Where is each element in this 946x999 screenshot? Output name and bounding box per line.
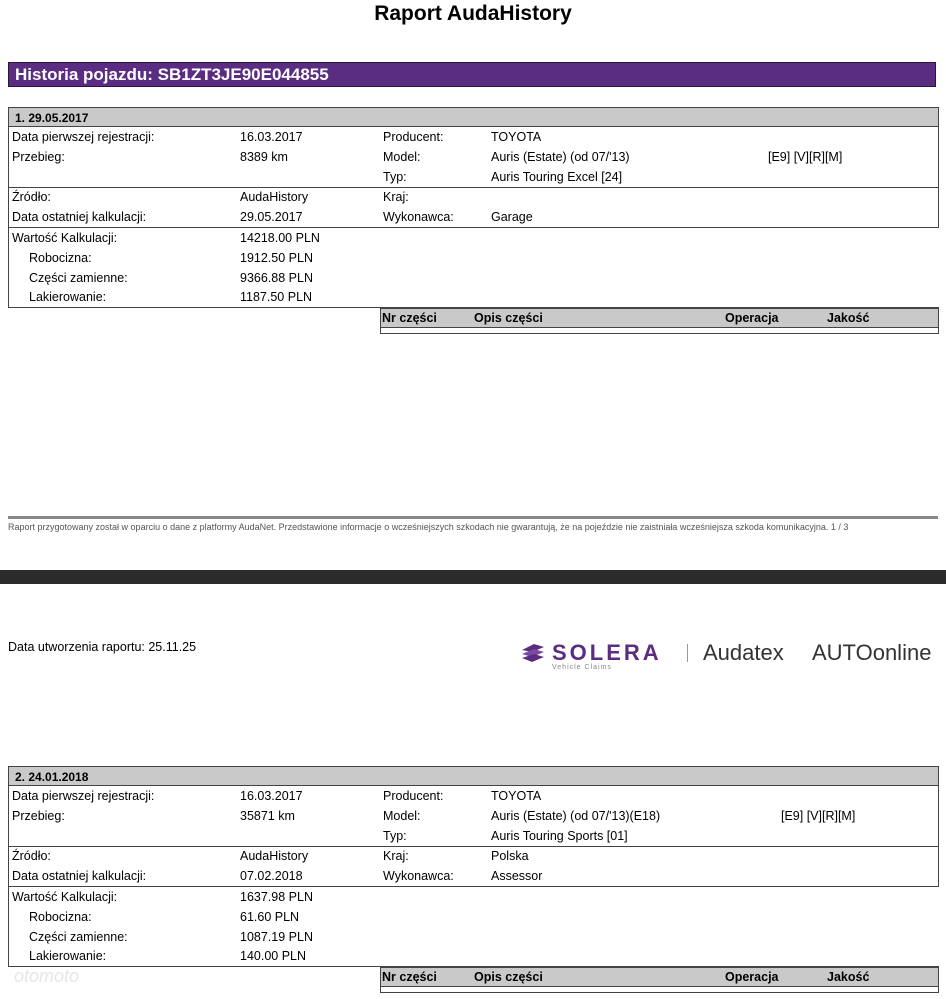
- value-parts-replaced: 9366.88 PLN: [240, 271, 313, 285]
- history-entry-2: [8, 766, 939, 998]
- entry-header: 2. 24.01.2018: [8, 766, 939, 786]
- label-calc-value: Wartość Kalkulacji:: [12, 231, 118, 245]
- label-country: Kraj:: [383, 849, 409, 863]
- value-producer: TOYOTA: [491, 130, 542, 144]
- label-labour: Robocizna:: [29, 910, 92, 924]
- vehicle-history-label: Historia pojazdu:: [15, 65, 153, 84]
- label-model: Model:: [383, 809, 421, 823]
- value-type: Auris Touring Sports [01]: [491, 829, 628, 843]
- solera-logo-icon: [520, 643, 546, 663]
- label-producer: Producent:: [383, 789, 444, 803]
- value-contractor: Assessor: [491, 869, 543, 883]
- value-source: AudaHistory: [240, 190, 309, 204]
- value-calc-value: 1637.98 PLN: [240, 890, 313, 904]
- parts-table-header: [380, 967, 939, 987]
- label-source: Źródło:: [12, 849, 51, 863]
- label-model: Model:: [383, 150, 421, 164]
- watermark: otomoto: [14, 966, 80, 986]
- value-model-codes: [E9] [V][R][M]: [781, 809, 856, 823]
- label-calc-value: Wartość Kalkulacji:: [12, 890, 118, 904]
- value-mileage: 8389 km: [240, 150, 288, 164]
- value-first-registration: 16.03.2017: [240, 130, 303, 144]
- label-producer: Producent:: [383, 130, 444, 144]
- label-parts-replaced: Części zamienne:: [29, 271, 128, 285]
- value-paint: 1187.50 PLN: [240, 290, 313, 304]
- history-entry-1: [8, 107, 939, 337]
- vin-number: SB1ZT3JE90E044855: [157, 65, 329, 84]
- value-model: Auris (Estate) (od 07/'13): [491, 150, 630, 164]
- value-last-calc-date: 29.05.2017: [240, 210, 303, 224]
- label-mileage: Przebieg:: [12, 809, 65, 823]
- vehicle-history-banner: [8, 62, 936, 87]
- label-first-registration: Data pierwszej rejestracji:: [12, 789, 155, 803]
- logo-divider: [687, 644, 688, 662]
- col-part-desc: Opis części: [474, 311, 543, 325]
- label-type: Typ:: [383, 170, 407, 184]
- col-part-no: Nr części: [382, 970, 437, 984]
- label-type: Typ:: [383, 829, 407, 843]
- report-title: Raport AudaHistory: [374, 2, 572, 25]
- autoonline-logo: AUTOonline: [812, 640, 932, 665]
- label-contractor: Wykonawca:: [383, 210, 454, 224]
- label-parts-replaced: Części zamienne:: [29, 930, 128, 944]
- value-model: Auris (Estate) (od 07/'13)(E18): [491, 809, 661, 823]
- col-quality: Jakość: [827, 311, 870, 325]
- value-first-registration: 16.03.2017: [240, 789, 303, 803]
- label-source: Źródło:: [12, 190, 51, 204]
- label-labour: Robocizna:: [29, 251, 92, 265]
- report-created-date: Data utworzenia raportu: 25.11.25: [8, 640, 197, 654]
- label-last-calc-date: Data ostatniej kalkulacji:: [12, 869, 147, 883]
- value-model-codes: [E9] [V][R][M]: [768, 150, 843, 164]
- value-labour: 61.60 PLN: [240, 910, 300, 924]
- solera-logo-subtitle: Vehicle Claims: [552, 664, 612, 671]
- col-quality: Jakość: [827, 970, 870, 984]
- col-part-desc: Opis części: [474, 970, 543, 984]
- value-type: Auris Touring Excel [24]: [491, 170, 623, 184]
- value-last-calc-date: 07.02.2018: [240, 869, 303, 883]
- col-part-no: Nr części: [382, 311, 437, 325]
- page-break-band: [0, 570, 946, 584]
- entry-header: 1. 29.05.2017: [8, 107, 939, 127]
- col-operation: Operacja: [725, 311, 779, 325]
- value-source: AudaHistory: [240, 849, 309, 863]
- label-paint: Lakierowanie:: [29, 290, 107, 304]
- value-labour: 1912.50 PLN: [240, 251, 313, 265]
- label-contractor: Wykonawca:: [383, 869, 454, 883]
- label-first-registration: Data pierwszej rejestracji:: [12, 130, 155, 144]
- col-operation: Operacja: [725, 970, 779, 984]
- parts-table-header: [380, 308, 939, 328]
- value-producer: TOYOTA: [491, 789, 542, 803]
- label-last-calc-date: Data ostatniej kalkulacji:: [12, 210, 147, 224]
- label-paint: Lakierowanie:: [29, 949, 107, 963]
- value-parts-replaced: 1087.19 PLN: [240, 930, 313, 944]
- solera-logo-text: SOLERA: [552, 640, 662, 665]
- footer-divider: [8, 516, 938, 519]
- value-calc-value: 14218.00 PLN: [240, 231, 320, 245]
- value-mileage: 35871 km: [240, 809, 295, 823]
- audatex-logo: Audatex: [703, 640, 784, 665]
- value-contractor: Garage: [491, 210, 533, 224]
- footer-disclaimer: Raport przygotowany został w oparciu o dane z platformy AudaNet. Przedstawione informacje o wcześniejszych szkodach nie gwarantują, że na pojeździe nie zaistniała wcześniejsza szkoda komunikacyjna. 1 / 3: [8, 522, 849, 532]
- brand-logos: [520, 640, 940, 674]
- value-country: Polska: [491, 849, 529, 863]
- label-country: Kraj:: [383, 190, 409, 204]
- value-paint: 140.00 PLN: [240, 949, 307, 963]
- label-mileage: Przebieg:: [12, 150, 65, 164]
